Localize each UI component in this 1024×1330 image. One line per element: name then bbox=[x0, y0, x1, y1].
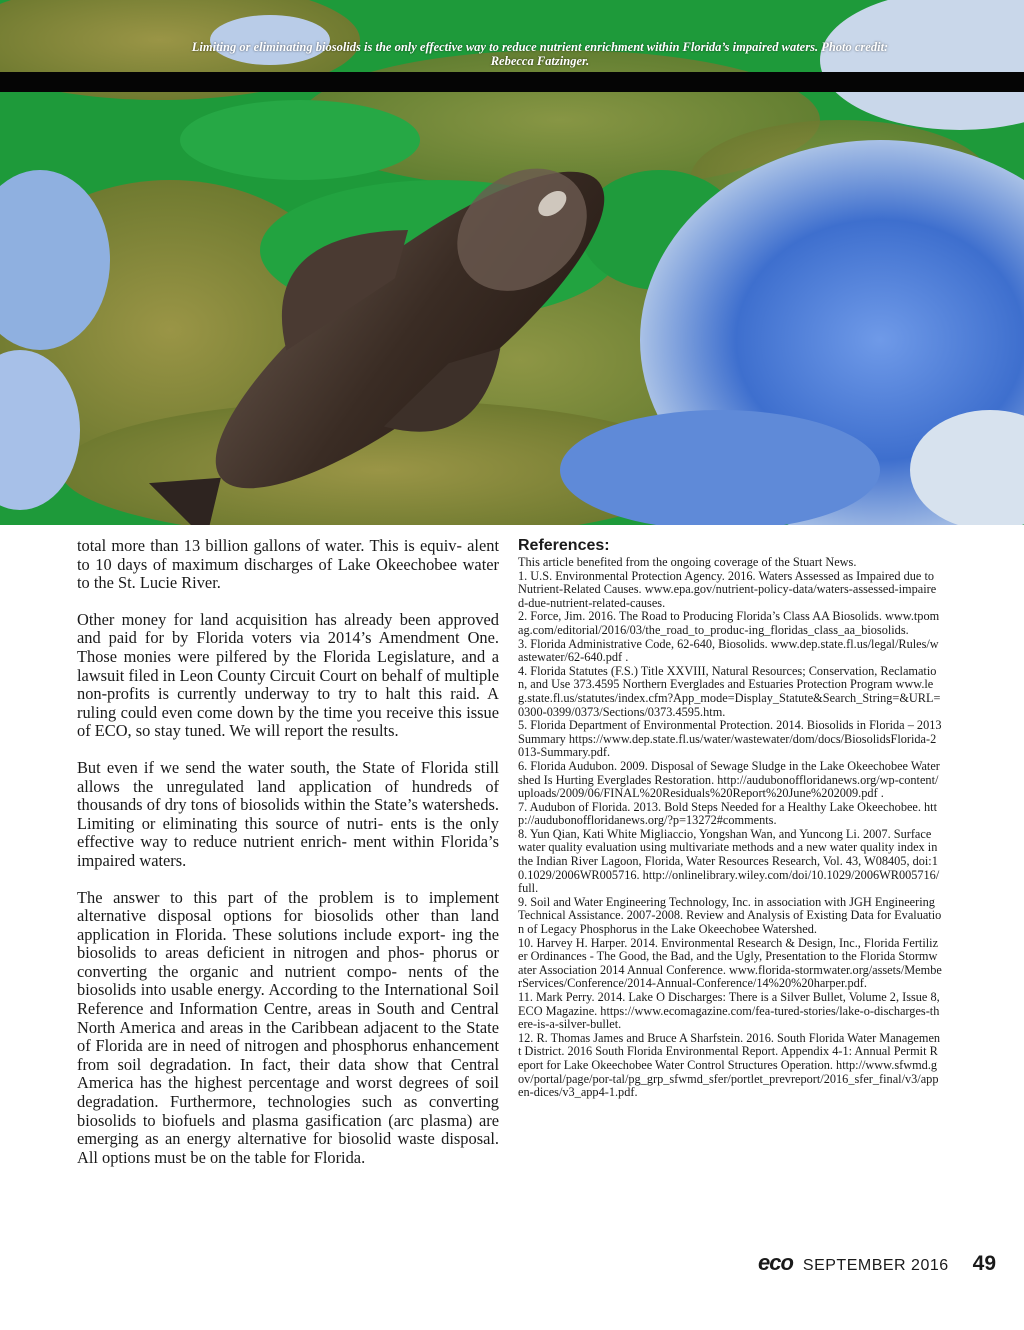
reference-item: This article benefited from the ongoing coverage of the Stuart News. bbox=[518, 555, 857, 569]
article-paragraph: total more than 13 billion gallons of water. This is equiv- alent to 10 days of maximum discharges of Lake Okeechobee water to the St. Lucie River. bbox=[77, 536, 499, 593]
reference-item: 8. Yun Qian, Kati White Migliaccio, Yongshan Wan, and Yuncong Li. 2007. Surface water quality evaluation using multivariate methods and a new water quality index in the Indian River Lagoon, Florida, Water Resources Research, Vol. 43, W08405, doi:10.1029/2006WR005716. http://onlinelibrary.wiley.com/doi/10.1029/2006WR005716/full. bbox=[518, 826, 940, 896]
article-paragraph: Other money for land acquisition has already been approved and paid for by Florida voters via 2014’s Amendment One. Those monies were pilfered by the Florida Legislature, and a lawsuit filed in Leon County Circuit Court on behalf of multiple non-profits is currently underway to try to halt this raid. A ruling could even come down by the time you receive this issue of ECO, so stay tuned. We will report the results. bbox=[77, 609, 499, 741]
reference-item: 7. Audubon of Florida. 2013. Bold Steps Needed for a Healthy Lake Okeechobee. http://audubonoffloridanews.org/?p=13272#comments. bbox=[518, 799, 938, 828]
page-number: 49 bbox=[972, 1252, 996, 1275]
photo-caption: Limiting or eliminating biosolids is the only effective way to reduce nutrient enrichment within Florida’s impaired waters. Photo credit: Rebecca Fatzinger. bbox=[191, 40, 889, 68]
issue-date: SEPTEMBER 2016 bbox=[802, 1257, 949, 1274]
reference-item: 9. Soil and Water Engineering Technology, Inc. in association with JGH Engineering Technical Assistance. 2007-2008. Review and Analysis of Existing Data for Evaluation of Legacy Phosphorus in the Lake Okeechobee Watershed. bbox=[518, 894, 942, 937]
article-body bbox=[77, 537, 499, 1185]
magazine-logo: eco bbox=[757, 1250, 793, 1275]
caption-band bbox=[0, 72, 1024, 92]
reference-item: 5. Florida Department of Environmental Protection. 2014. Biosolids in Florida – 2013 Summary https://www.dep.state.fl.us/water/wastewater/dom/docs/BiosolidsFlorida-2013-Summary.pdf. bbox=[518, 718, 942, 760]
reference-item: 6. Florida Audubon. 2009. Disposal of Sewage Sludge in the Lake Okeechobee Watershed Is Hurting Everglades Restoration. http://audubonoffloridanews.org/wp-content/uploads/2009/06/FINAL%20Residuals%20Report%20June%202009.pdf . bbox=[518, 758, 940, 801]
reference-item: 2. Force, Jim. 2016. The Road to Producing Florida’s Class AA Biosolids. www.tpomag.com/editorial/2016/03/the_road_to_produc-ing_floridas_class_aa_biosolids. bbox=[518, 609, 940, 637]
article-paragraph: The answer to this part of the problem is to implement alternative disposal options for biosolids other than land application in Florida. These solutions include export- ing the biosolids to areas deficient in nitrogen and phos- phorus or converting the organic and nutrient compo- nents of the biosolids into usable energy. According to the International Soil Reference and Information Centre, areas in South and Central North America and areas in the Caribbean adjacent to the State of Florida are in need of nitrogen and phosphorus enhancement from soil degradation. In fact, their data show that Central America has the highest percentage and worst degrees of soil degradation. Furthermore, technologies such as converting biosolids to biofuels and plasma gasification (arc plasma) are emerging as an energy alternative for biosolid waste disposal. All options must be on the table for Florida. bbox=[77, 887, 499, 1167]
article-paragraph: But even if we send the water south, the State of Florida still allows the unregulated land application of hundreds of thousands of dry tons of biosolids within the State’s watersheds. Limiting or eliminating this source of nutri- ents is the only effective way to reduce nutrient enrich- ment within Florida’s impaired waters. bbox=[77, 757, 499, 870]
reference-item: 1. U.S. Environmental Protection Agency. 2016. Waters Assessed as Impaired due to Nutrient-Related Causes. www.epa.gov/nutrient-policy-data/waters-assessed-impaired-due-nutrient-related-causes. bbox=[518, 568, 937, 610]
reference-item: 12. R. Thomas James and Bruce A Sharfstein. 2016. South Florida Water Management District. 2016 South Florida Environmental Report. Appendix 4-1: Annual Permit Report for Lake Okeechobee Water Control Structures Operation. http://www.sfwmd.gov/portal/page/por-tal/pg_grp_sfwmd_sfer/portlet_prevreport/2016_sfer_final/v3/appen-dices/v3_app4-1.pdf. bbox=[518, 1030, 941, 1100]
references-heading: References: bbox=[518, 537, 610, 554]
references-section bbox=[518, 537, 942, 1100]
reference-item: 4. Florida Statutes (F.S.) Title XXVIII, Natural Resources; Conservation, Reclamation, and Use 373.4595 Northern Everglades and Estuaries Protection Program www.leg.state.fl.us/statutes/index.cfm?App_mode=Display_Statute&Search_String=&URL=0300-0399/0373/Sections/0373.4595.htm. bbox=[518, 663, 941, 719]
reference-item: 10. Harvey H. Harper. 2014. Environmental Research & Design, Inc., Florida Fertilizer Ordinances - The Good, the Bad, and the Ugly, Presentation to the Florida Stormwater Association 2014 Annual Conference. www.florida-stormwater.org/assets/MemberServices/Conference/2014-Annual-Conference/14%20%20harper.pdf. bbox=[518, 935, 942, 991]
reference-item: 3. Florida Administrative Code, 62-640, Biosolids. www.dep.state.fl.us/legal/Rules/wastewater/62-640.pdf . bbox=[518, 636, 939, 665]
page-footer bbox=[757, 1250, 996, 1275]
reference-item: 11. Mark Perry. 2014. Lake O Discharges: There is a Silver Bullet, Volume 2, Issue 8, ECO Magazine. https://www.ecomagazine.com/fea-tured-stories/lake-o-discharges-there-is-a-silver-bullet. bbox=[518, 990, 940, 1032]
